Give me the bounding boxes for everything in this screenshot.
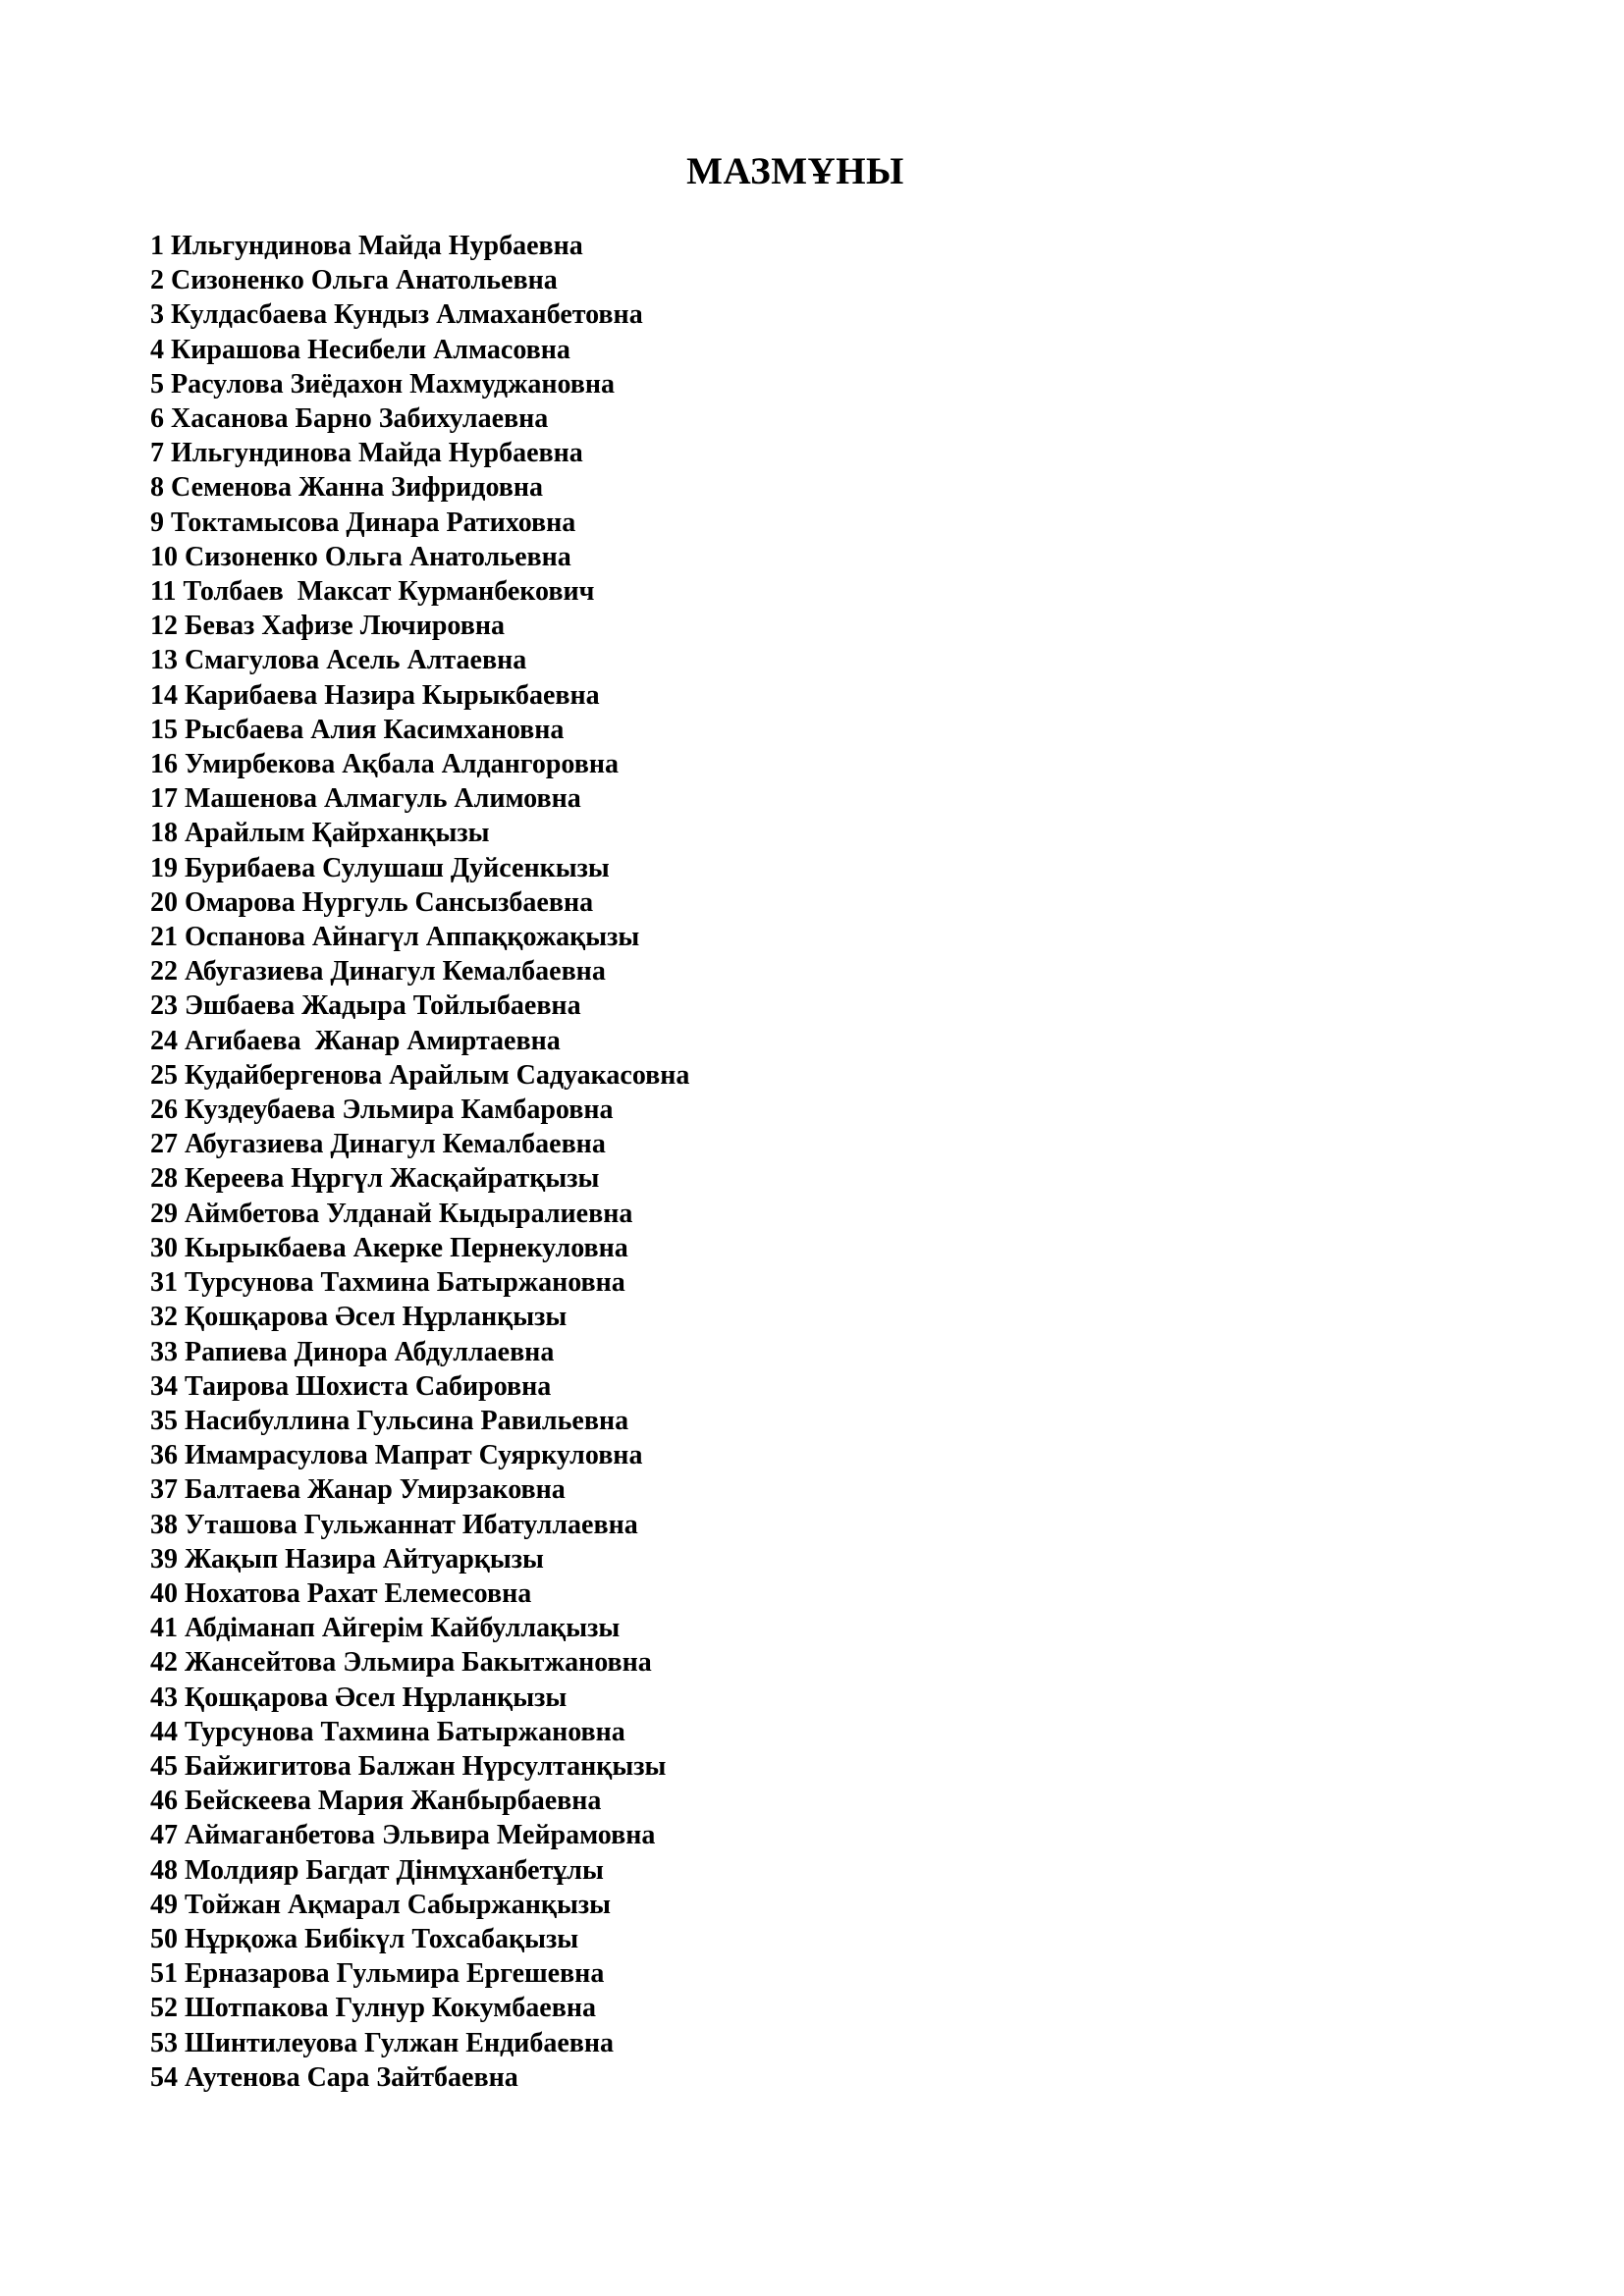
toc-entry: 27 Абугазиева Динагул Кемалбаевна xyxy=(150,1129,606,1160)
toc-list xyxy=(150,229,1505,2095)
toc-entry: 54 Аутенова Сара Зайтбаевна xyxy=(150,2061,518,2093)
toc-entry: 47 Аймаганбетова Эльвира Мейрамовна xyxy=(150,1820,656,1851)
toc-entry: 30 Кырыкбаева Акерке Пернекуловна xyxy=(150,1232,628,1263)
toc-entry: 11 Толбаев Максат Курманбекович xyxy=(150,576,595,608)
toc-entry: 38 Уташова Гульжаннат Ибатуллаевна xyxy=(150,1509,638,1540)
toc-entry: 18 Арайлым Қайрханқызы xyxy=(150,818,490,849)
toc-entry: 50 Нұрқожа Бибікүл Тохсабақызы xyxy=(150,1923,579,1954)
toc-entry: 41 Абдіманап Айгерім Кайбуллақызы xyxy=(150,1613,621,1644)
toc-entry: 15 Рысбаева Алия Касимхановна xyxy=(150,714,565,745)
toc-entry: 29 Аймбетова Улданай Кыдыралиевна xyxy=(150,1198,633,1229)
toc-entry: 6 Хасанова Барно Забихулаевна xyxy=(150,403,549,435)
page-title: МАЗМҰНЫ xyxy=(686,150,904,192)
toc-entry: 49 Тойжан Ақмарал Сабыржанқызы xyxy=(150,1889,611,1920)
toc-entry: 51 Ерназарова Гульмира Ергешевна xyxy=(150,1958,605,1990)
toc-entry: 45 Байжигитова Балжан Нүрсултанқызы xyxy=(150,1750,667,1782)
toc-entry: 4 Кирашова Несибели Алмасовна xyxy=(150,334,570,365)
toc-entry: 53 Шинтилеуова Гулжан Ендибаевна xyxy=(150,2027,615,2058)
toc-entry: 24 Агибаева Жанар Амиртаевна xyxy=(150,1025,561,1056)
toc-entry: 43 Қошқарова Әсел Нұрланқызы xyxy=(150,1682,568,1713)
toc-entry: 34 Таирова Шохиста Сабировна xyxy=(150,1370,552,1402)
toc-entry: 21 Оспанова Айнагүл Аппаққожақызы xyxy=(150,922,640,953)
toc-entry: 16 Умирбекова Ақбала Алдангоровна xyxy=(150,749,619,780)
toc-entry: 13 Смагулова Асель Алтаевна xyxy=(150,645,527,676)
toc-entry: 20 Омарова Нургуль Сансызбаевна xyxy=(150,886,594,918)
toc-entry: 36 Имамрасулова Мапрат Суяркуловна xyxy=(150,1440,643,1471)
toc-entry: 39 Жақып Назира Айтуарқызы xyxy=(150,1543,544,1575)
toc-entry: 42 Жансейтова Эльмира Бакытжановна xyxy=(150,1647,652,1679)
toc-entry: 28 Кереева Нұргүл Жасқайратқызы xyxy=(150,1163,600,1195)
toc-entry: 23 Эшбаева Жадыра Тойлыбаевна xyxy=(150,990,581,1022)
toc-entry: 26 Куздеубаева Эльмира Камбаровна xyxy=(150,1095,614,1126)
toc-entry: 17 Машенова Алмагуль Алимовна xyxy=(150,783,581,815)
toc-entry: 44 Турсунова Тахмина Батыржановна xyxy=(150,1716,625,1747)
toc-entry: 37 Балтаева Жанар Умирзаковна xyxy=(150,1474,566,1506)
toc-entry: 14 Карибаева Назира Кырыкбаевна xyxy=(150,679,600,711)
toc-entry: 8 Семенова Жанна Зифридовна xyxy=(150,472,544,504)
toc-entry: 10 Сизоненко Ольга Анатольевна xyxy=(150,541,571,572)
toc-entry: 3 Кулдасбаева Кундыз Алмаханбетовна xyxy=(150,299,643,331)
toc-entry: 12 Беваз Хафизе Лючировна xyxy=(150,611,505,642)
toc-entry: 33 Рапиева Динора Абдуллаевна xyxy=(150,1336,555,1367)
toc-entry: 22 Абугазиева Динагул Кемалбаевна xyxy=(150,956,606,988)
toc-entry: 40 Нохатова Рахат Елемесовна xyxy=(150,1577,532,1609)
toc-entry: 52 Шотпакова Гулнур Кокумбаевна xyxy=(150,1993,596,2024)
toc-entry: 31 Турсунова Тахмина Батыржановна xyxy=(150,1267,625,1299)
toc-entry: 7 Ильгундинова Майда Нурбаевна xyxy=(150,438,583,469)
toc-entry: 2 Сизоненко Ольга Анатольевна xyxy=(150,265,558,296)
toc-entry: 35 Насибуллина Гульсина Равильевна xyxy=(150,1405,629,1436)
toc-entry: 1 Ильгундинова Майда Нурбаевна xyxy=(150,231,583,261)
toc-entry: 19 Бурибаева Сулушаш Дуйсенкызы xyxy=(150,852,610,883)
toc-entry: 46 Бейскеева Мария Жанбырбаевна xyxy=(150,1786,602,1817)
toc-entry: 5 Расулова Зиёдахон Махмуджановна xyxy=(150,368,616,400)
toc-entry: 9 Токтамысова Динара Ратиховна xyxy=(150,507,576,538)
toc-entry: 32 Қошқарова Әсел Нұрланқызы xyxy=(150,1302,568,1333)
toc-entry: 25 Кудайбергенова Арайлым Садуакасовна xyxy=(150,1059,690,1091)
toc-entry: 48 Молдияр Багдат Дінмұханбетұлы xyxy=(150,1854,604,1886)
